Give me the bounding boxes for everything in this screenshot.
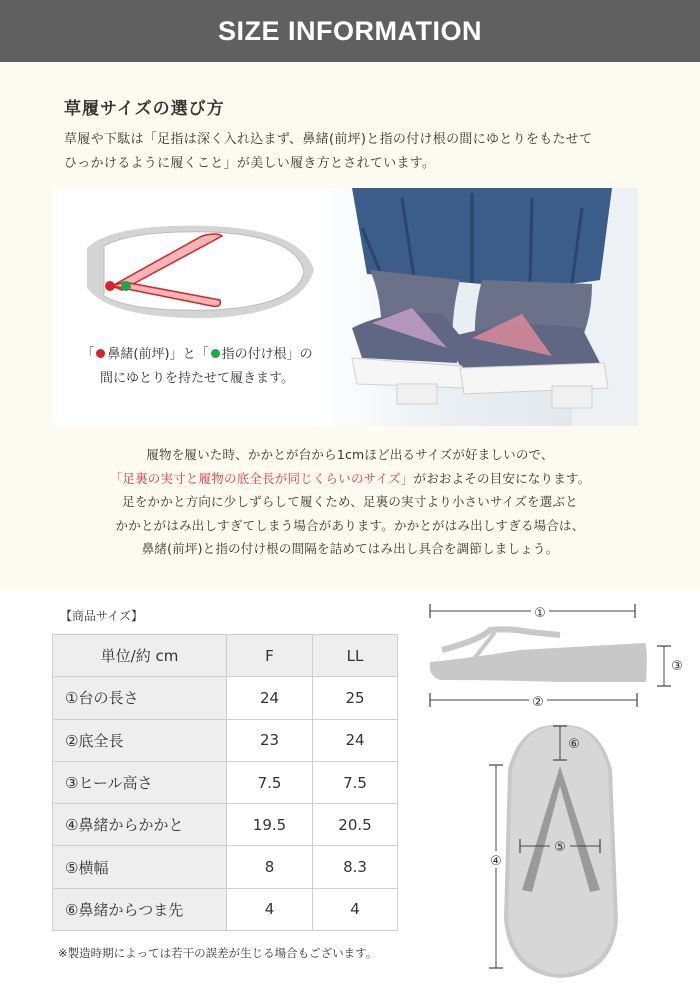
dimension-marker-4: ④ — [490, 854, 502, 869]
body-line-4: かかとがはみ出しすぎてしまう場合があります。かかとがはみ出しすぎる場合は、 — [115, 517, 585, 533]
dimension-marker-2: ② — [532, 695, 544, 710]
fitting-illustration — [52, 188, 638, 426]
kimono-legs-photo — [352, 188, 612, 408]
header-bar — [0, 0, 700, 62]
dimension-marker-3: ③ — [671, 659, 683, 674]
row-value-ll: 8.3 — [313, 846, 398, 888]
table-row — [53, 761, 398, 803]
table-header-f: F — [227, 635, 313, 677]
green-dot-icon — [211, 349, 220, 358]
dimension-diagram — [400, 590, 700, 1000]
table-row — [53, 888, 398, 930]
product-size-label: 【商品サイズ】 — [60, 609, 144, 623]
caption-open-quote-1: 「 — [81, 347, 95, 362]
body-line-3: 足をかかと方向に少しずらして履くため、足裏の実寸より小さいサイズを選ぶと — [122, 494, 578, 509]
sandal-top-view — [487, 725, 618, 978]
red-dot-icon — [96, 349, 105, 358]
row-label: ①台の長さ — [53, 677, 227, 719]
sandal-topview-diagram — [87, 226, 314, 318]
row-label: ⑥鼻緒からつま先 — [53, 888, 227, 930]
body-line-5: 鼻緒(前坪)と指の付け根の間隔を詰めてはみ出し具合を調節しましょう。 — [141, 541, 559, 556]
table-row — [53, 846, 398, 888]
caption-label-hanao: 鼻緒(前坪) — [107, 347, 170, 362]
row-label: ③ヒール高さ — [53, 761, 227, 803]
manufacturing-note: ※製造時期によっては若干の誤差が生じる場合もございます。 — [58, 946, 378, 960]
row-label: ④鼻緒からかかと — [53, 804, 227, 846]
row-value-f: 7.5 — [227, 761, 313, 803]
dimension-marker-1: ① — [534, 606, 546, 621]
dimension-marker-6: ⑥ — [568, 737, 580, 752]
row-value-f: 23 — [227, 719, 313, 761]
caption-label-toe-base: 指の付け根 — [221, 347, 287, 362]
row-value-f: 24 — [227, 677, 313, 719]
table-header-unit: 単位/約 cm — [53, 635, 227, 677]
size-table — [52, 634, 398, 931]
body-line-2 — [20, 467, 680, 491]
row-value-ll: 25 — [313, 677, 398, 719]
row-value-ll: 4 — [313, 888, 398, 930]
table-header-row — [53, 635, 398, 677]
page-title: SIZE INFORMATION — [218, 15, 482, 46]
fitting-caption — [62, 343, 332, 391]
dimension-marker-5: ⑤ — [554, 840, 566, 855]
caption-mid: 」と「 — [169, 347, 209, 362]
guide-intro — [64, 128, 664, 176]
guide-body-text — [20, 443, 680, 561]
guide-title: 草履サイズの選び方 — [64, 99, 225, 119]
table-row — [53, 804, 398, 846]
intro-line-1: 草履や下駄は「足指は深く入れ込まず、鼻緒(前坪)と指の付け根の間にゆとりをもたせて — [64, 132, 593, 147]
body-line-1: 履物を履いた時、かかとが台から1cmほど出るサイズが好ましいので、 — [146, 447, 554, 462]
caption-line-1 — [62, 343, 332, 367]
body-line-2-rest: がおおよその目安になります。 — [413, 470, 591, 486]
table-row — [53, 677, 398, 719]
body-highlight: 「足裏の実寸と履物の底全長が同じくらいのサイズ」 — [109, 470, 414, 486]
sandal-side-view — [430, 603, 671, 708]
row-label: ②底全長 — [53, 719, 227, 761]
row-label: ⑤横幅 — [53, 846, 227, 888]
row-value-f: 8 — [227, 846, 313, 888]
table-header-ll: LL — [313, 635, 398, 677]
row-value-ll: 24 — [313, 719, 398, 761]
row-value-ll: 20.5 — [313, 804, 398, 846]
row-value-ll: 7.5 — [313, 761, 398, 803]
intro-line-2: ひっかけるように履くこと」が美しい履き方とされています。 — [64, 156, 436, 171]
row-value-f: 4 — [227, 888, 313, 930]
row-value-f: 19.5 — [227, 804, 313, 846]
caption-close-quote-2: 」の — [286, 347, 313, 362]
caption-line-2: 間にゆとりを持たせて履きます。 — [100, 371, 294, 386]
table-row — [53, 719, 398, 761]
